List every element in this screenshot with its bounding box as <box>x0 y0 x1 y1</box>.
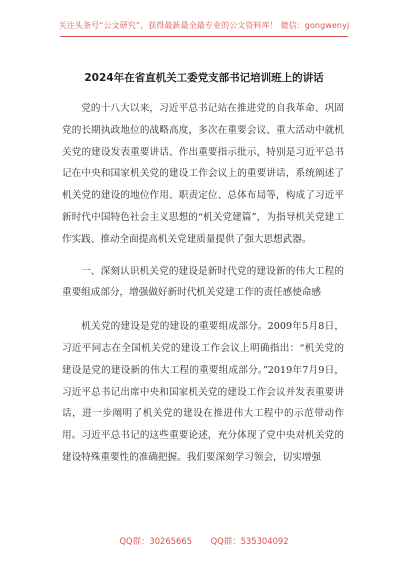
page-footer <box>0 535 408 547</box>
header-divider <box>60 36 348 37</box>
page-header-promo: 关注头条号“公文研究”，获得最新最全最专业的公文资料库！ 微信：gongwenyj <box>58 21 350 30</box>
footer-qq-group-2: QQ群：535304092 <box>210 536 289 546</box>
footer-qq-group-1: QQ群：30265665 <box>119 536 192 546</box>
body-paragraph-intro: 党的十八大以来，习近平总书记站在推进党的自我革命、巩固党的长期执政地位的战略高度，多次在重要会议、重大活动中就机关党的建设发表重要讲话、作出重要指示批示，特别是习近平总书记在中央和国家机关党的建设工作会议上的重要讲话，系统阐述了机关党的建设的地位作用、职责定位、总体布局等，构成了习近平新时代中国特色社会主义思想的“机关党建篇”，为指导机关党建工作实践、推动全面提高机关党建质量提供了强大思想武器。 <box>62 103 344 245</box>
section-heading-1: 一、深刻认识机关党的建设是新时代党的建设新的伟大工程的重要组成部分，增强做好新时代机关党建工作的责任感使命感 <box>62 265 344 299</box>
body-paragraph-section-1: 机关党的建设是党的建设的重要组成部分。2009年5月8日，习近平同志在全国机关党的建设工作会议上明确指出：“机关党的建设是党的建设新的伟大工程的重要组成部分。”2019年7月9日，习近平总书记出席中央和国家机关党的建设工作会议并发表重要讲话，进一步阐明了机关党的建设在推进伟大工程中的示范带动作用。习近平总书记的这些重要论述，充分体现了党中央对机关党的建设特殊重要性的准确把握。我们要深刻学习领会，切实增强 <box>62 321 344 463</box>
document-title: 2024年在省直机关工委党支部书记培训班上的讲话 <box>84 72 324 84</box>
document-body <box>62 98 344 469</box>
